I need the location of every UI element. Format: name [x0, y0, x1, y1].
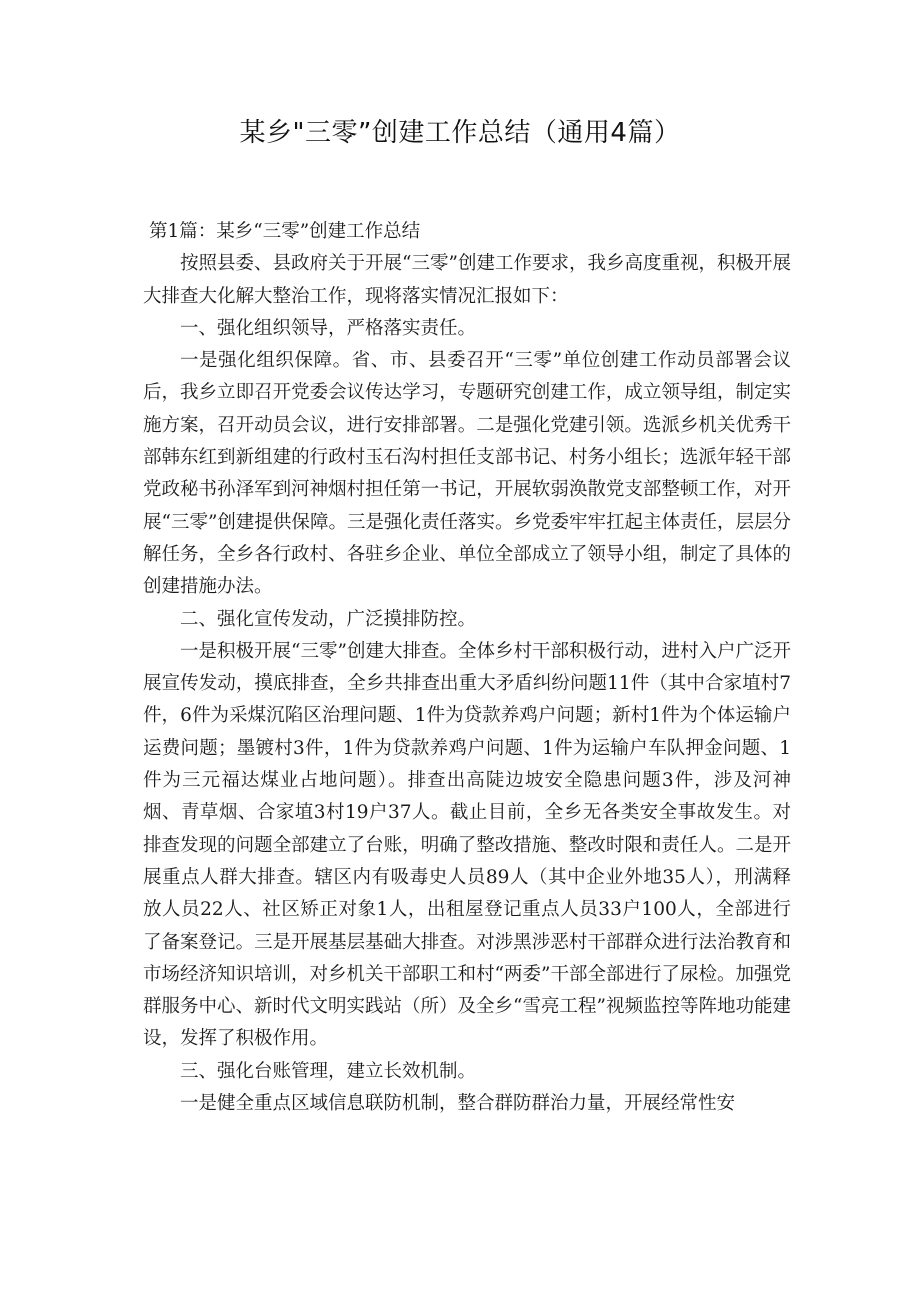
section-heading-1: 一、强化组织领导，严格落实责任。: [180, 317, 477, 339]
body-paragraph-3: 一是健全重点区域信息联防机制，整合群防群治力量，开展经常性安: [180, 1093, 736, 1115]
body-paragraph-2: 一是积极开展“三零”创建大排查。全体乡村干部积极行动，进村入户广泛开展宣传发动，摸底排查，全乡共排查出重大矛盾纠纷问题11件（其中合家埴村7件，6件为采煤沉陷区治理问题、1件为贷款养鸡户问题；新村1件为个体运输户运费问题；墨镀村3件，1件为贷款养鸡户问题、1件为运输户车队押金问题、1件为三元福达煤业占地问题）。排查出高陡边坡安全隐患问题3件，涉及河神烟、青草烟、合家埴3村19户37人。截止目前，全乡无各类安全事故发生。对排查发现的问题全部建立了台账，明确了整改措施、整改时限和责任人。二是开展重点人群大排查。辖区内有吸毒史人员89人（其中企业外地35人），刑满释放人员22人、社区矫正对象1人，出租屋登记重点人员33户100人，全部进行了备案登记。三是开展基层基础大排查。对涉黑涉恶村干部群众进行法治教育和市场经济知识培训，对乡机关干部职工和村“两委”干部全部进行了尿检。加强党群服务中心、新时代文明实践站（所）及全乡“雪亮工程”视频监控等阵地功能建设，发挥了积极作用。: [143, 640, 791, 1050]
section-heading-2: 二、强化宣传发动，广泛摸排防控。: [180, 608, 477, 630]
article-heading: 第1篇：某乡“三零”创建工作总结: [149, 221, 421, 242]
intro-paragraph: 按照县委、县政府关于开展“三零”创建工作要求，我乡高度重视，积极开展大排查大化解大整治工作，现将落实情况汇报如下：: [143, 253, 791, 307]
document-title: 某乡"三零”创建工作总结（通用4篇）: [239, 118, 681, 148]
body-paragraph-1: 一是强化组织保障。省、市、县委召开“三零”单位创建工作动员部署会议后，我乡立即召开党委会议传达学习，专题研究创建工作，成立领导组，制定实施方案，召开动员会议，进行安排部署。二是强化党建引领。选派乡机关优秀干部韩东红到新组建的行政村玉石沟村担任支部书记、村务小组长；选派年轻干部党政秘书孙泽军到河神烟村担任第一书记，开展软弱涣散党支部整顿工作，对开展“三零”创建提供保障。三是强化责任落实。乡党委牢牢扛起主体责任，层层分解任务，全乡各行政村、各驻乡企业、单位全部成立了领导小组，制定了具体的创建措施办法。: [143, 350, 791, 598]
document-body: [143, 216, 791, 1120]
section-heading-3: 三、强化台账管理，建立长效机制。: [180, 1060, 477, 1082]
